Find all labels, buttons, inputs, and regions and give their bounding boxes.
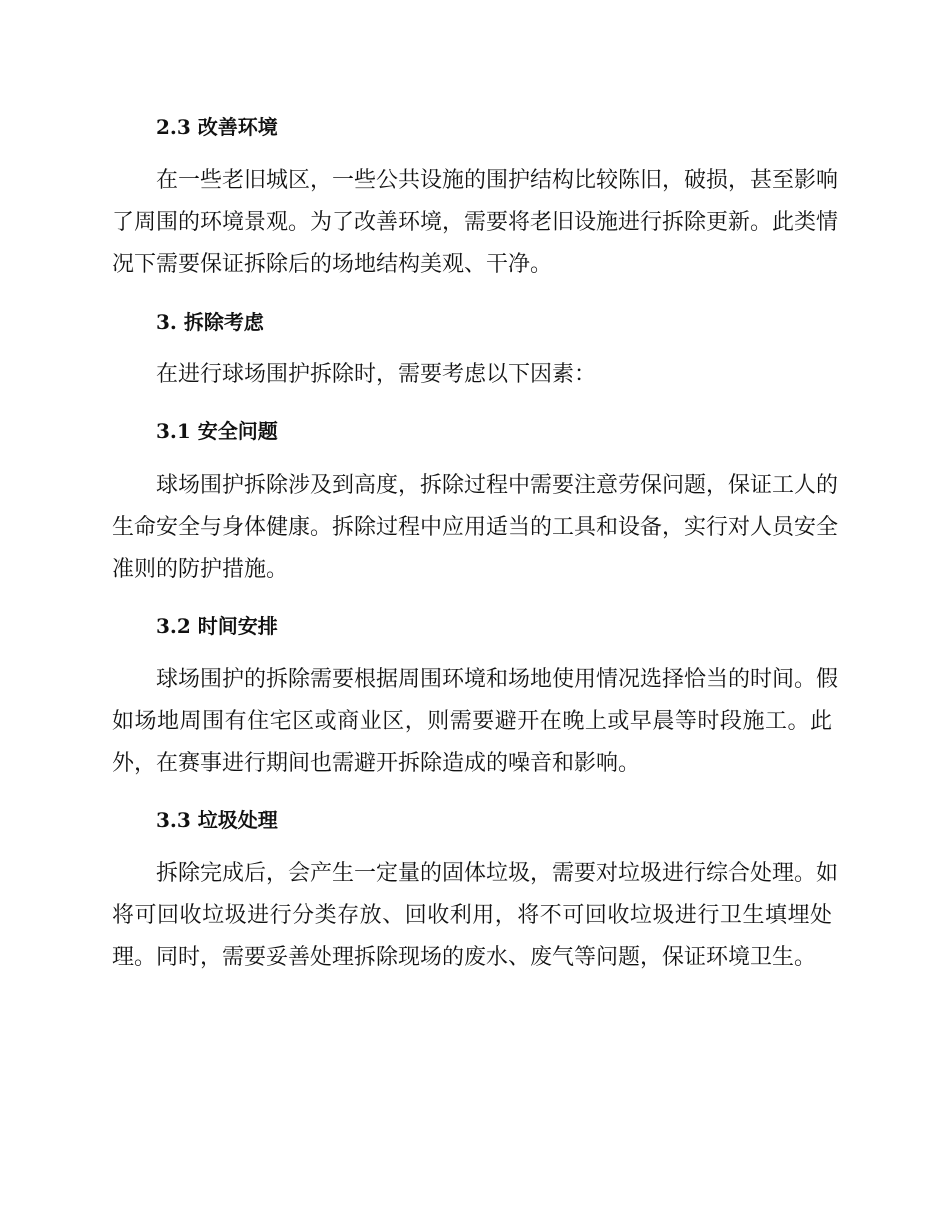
paragraph-line: 在一些老旧城区，一些公共设施的围护结构比较陈旧，破损，甚至影响 [156,168,839,193]
paragraph-line: 球场围护的拆除需要根据周围环境和场地使用情况选择恰当的时间。假 [156,667,839,692]
section-heading-3-2: 3.2 时间安排 [156,614,278,638]
paragraph-line: 生命安全与身体健康。拆除过程中应用适当的工具和设备，实行对人员安全 [112,515,839,540]
paragraph-3-intro: 在进行球场围护拆除时，需要考虑以下因素： [156,362,597,387]
paragraph-line: 况下需要保证拆除后的场地结构美观、干净。 [112,252,553,277]
section-heading-3: 3. 拆除考虑 [156,310,264,334]
paragraph-line: 理。同时，需要妥善处理拆除现场的废水、废气等问题，保证环境卫生。 [112,945,817,970]
section-heading-2-3: 2.3 改善环境 [156,115,278,139]
paragraph-line: 准则的防护措施。 [112,557,289,582]
paragraph-line: 如场地周围有住宅区或商业区，则需要避开在晚上或早晨等时段施工。此 [112,709,832,734]
paragraph-line: 了周围的环境景观。为了改善环境，需要将老旧设施进行拆除更新。此类情 [112,210,839,235]
paragraph-3-1 [112,465,839,591]
paragraph-line: 拆除完成后，会产生一定量的固体垃圾，需要对垃圾进行综合处理。如 [156,861,839,886]
section-heading-3-3: 3.3 垃圾处理 [156,808,278,832]
paragraph-3-3 [112,853,839,979]
paragraph-line: 将可回收垃圾进行分类存放、回收利用，将不可回收垃圾进行卫生填埋处 [112,903,832,928]
paragraph-2-3 [112,160,839,286]
paragraph-line: 球场围护拆除涉及到高度，拆除过程中需要注意劳保问题，保证工人的 [156,473,839,498]
section-heading-3-1: 3.1 安全问题 [156,419,278,443]
paragraph-3-2 [112,659,839,785]
paragraph-line: 外，在赛事进行期间也需避开拆除造成的噪音和影响。 [112,751,641,776]
